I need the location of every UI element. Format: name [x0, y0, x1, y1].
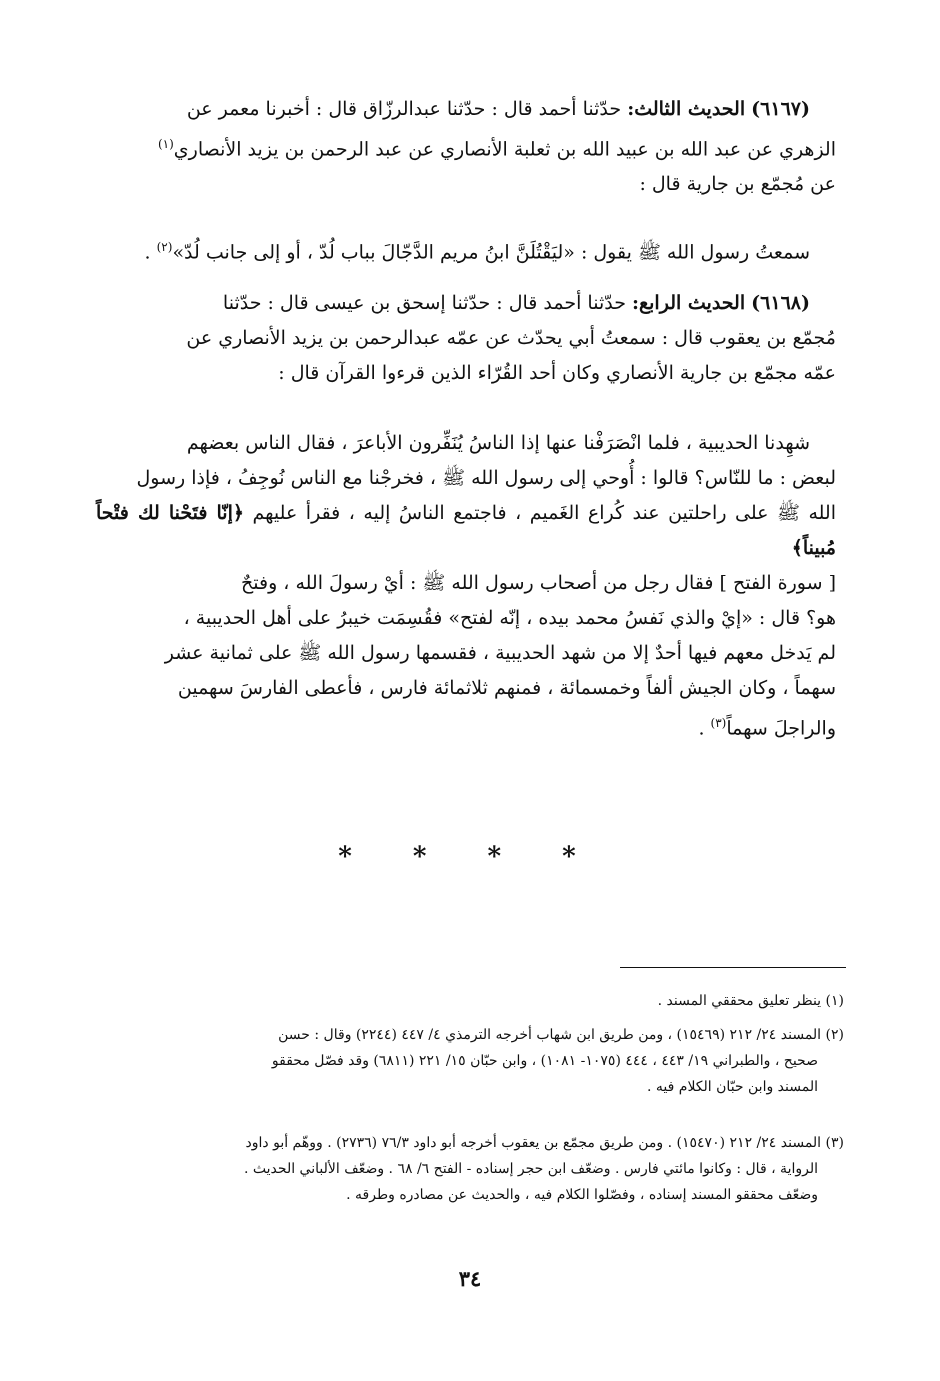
period: . — [144, 241, 151, 264]
matn-line-1 — [96, 426, 836, 461]
section-separator: * * * * — [338, 842, 602, 872]
text-line: حدّثنا أحمد قال : حدّثنا عبدالرزّاق قال : أخبرنا معمر عن — [186, 98, 622, 120]
hadith-4-isnad — [96, 286, 836, 391]
hadith-3-line-2 — [96, 127, 836, 167]
hadith-4-matn — [96, 426, 836, 746]
text-line: سمعتُ رسول الله ﷺ يقول : «ليَقْتُلَنَّ ابنُ مريم الدَّجّالَ بباب لُدّ ، أو إلى جانب لُدّ» — [172, 241, 810, 264]
hadith-title: الحديث الثالث: — [627, 98, 746, 120]
period: . — [698, 717, 705, 740]
matn-line-5 — [96, 601, 836, 636]
footnote-number: (٣) — [825, 1135, 844, 1151]
matn-line-4 — [96, 566, 836, 601]
footnote-number: (٢) — [825, 1027, 844, 1043]
hadith-title: الحديث الرابع: — [632, 292, 746, 314]
text-line: والراجلَ سهماً — [726, 717, 836, 740]
hadith-number: (٦١٦٧) — [751, 98, 810, 120]
footnote-text: المسند ٢٤/ ٢١٢ (١٥٤٧٠) . ومن طريق مجمّع بن يعقوب أخرجه أبو داود ٧٦/٣ (٢٧٣٦) . ووهّم أبو داود — [245, 1135, 822, 1151]
matn-line-7 — [96, 671, 836, 706]
text-line: شهِدنا الحديبية ، فلما انْصَرَفْنا عنها إذا الناسُ يُنَفِّرون الأباعرَ ، فقال الناس بعضهم — [186, 432, 810, 454]
hadith-3-matn — [96, 230, 836, 270]
hadith-4-line-1 — [96, 286, 836, 321]
footnote-number: (١) — [825, 993, 844, 1009]
footnote-text: ينظر تعليق محققي المسند . — [657, 993, 822, 1009]
text-line: سهماً ، وكان الجيش ألفاً وخمسمائة ، فمنهم ثلاثمائة فارس ، فأعطى الفارسَ سهمين — [177, 677, 836, 699]
text-line: هو؟ قال : «إيْ والذي نَفسُ محمد بيده ، إنّه لفتح» فقُسِمَت خيبرُ على أهل الحديبية ، — [183, 607, 836, 629]
hadith-3-isnad — [96, 92, 836, 202]
hadith-3-line-3 — [96, 167, 836, 202]
text-line: الله ﷺ على راحلتين عند كُراع الغَميم ، فاجتمع الناسُ إليه ، فقرأ عليهم — [252, 502, 836, 524]
footnote-rule — [620, 967, 846, 968]
text-line: عن مُجمّع بن جارية قال : — [639, 173, 836, 196]
text-line: لبعض : ما للنّاس؟ قالوا : أُوحي إلى رسول الله ﷺ ، فخرجْنا مع الناس نُوجِفُ ، فإذا رسول — [136, 467, 836, 489]
footnote-1 — [96, 988, 844, 1014]
footnote-line — [96, 988, 844, 1014]
footnote-line — [96, 1048, 844, 1074]
footnote-line — [96, 1130, 844, 1156]
footnote-text: وضعّف محققو المسند إسناده ، وفصّلوا الكلام فيه ، والحديث عن مصادره وطرقه . — [346, 1187, 818, 1203]
hadith-3-quote — [96, 230, 836, 270]
matn-line-2 — [96, 461, 836, 496]
footnote-ref: (٢) — [156, 240, 173, 254]
matn-line-8 — [96, 706, 836, 746]
hadith-3-line-1 — [96, 92, 836, 127]
footnote-text: صحيح ، والطبراني ١٩/ ٤٤٣ ، ٤٤٤ (١٠٧٥- ١٠٨١) ، وابن حبّان ١٥/ ٢٢١ (٦٨١١) وقد فصّل محققو — [271, 1053, 818, 1069]
hadith-4-line-3 — [96, 356, 836, 391]
page-number: ٣٤ — [458, 1266, 482, 1291]
footnote-ref: (٣) — [710, 716, 727, 730]
text-line: حدّثنا أحمد قال : حدّثنا إسحق بن عيسى قال : حدّثنا — [222, 292, 626, 314]
matn-line-6 — [96, 636, 836, 671]
footnote-line — [96, 1022, 844, 1048]
text-line: الزهري عن عبد الله بن عبيد الله بن ثعلبة الأنصاري عن عبد الرحمن بن يزيد الأنصاري — [173, 138, 836, 161]
text-line: مُجمّع بن يعقوب قال : سمعتُ أبي يحدّث عن عمّه عبدالرحمن بن يزيد الأنصاري عن — [186, 327, 836, 349]
matn-line-3 — [96, 496, 836, 566]
text-line: [ سورة الفتح ] فقال رجل من أصحاب رسول الله ﷺ : أيْ رسولَ الله ، وفتحٌ — [240, 572, 836, 594]
footnote-line — [96, 1156, 844, 1182]
quran-verse: ﴿إنّا فتَحْنا لك فتْحاً مُبيناً﴾ — [96, 502, 836, 559]
footnote-text: المسند ٢٤/ ٢١٢ (١٥٤٦٩) ، ومن طريق ابن شهاب أخرجه الترمذي ٤/ ٤٤٧ (٢٢٤٤) وقال : حسن — [278, 1027, 822, 1043]
hadith-4-line-2 — [96, 321, 836, 356]
text-line: لم يَدخل معهم فيها أحدٌ إلا من شهد الحديبية ، فقسمها رسول الله ﷺ على ثمانية عشر — [164, 642, 836, 664]
footnote-3 — [96, 1130, 844, 1208]
footnote-text: الرواية ، قال : وكانوا مائتي فارس . وضعّف ابن حجر إسناده - الفتح ٦/ ٦٨ . وضعّف الألباني الحديث . — [244, 1161, 818, 1177]
footnote-2 — [96, 1022, 844, 1100]
footnote-line — [96, 1074, 844, 1100]
footnote-line — [96, 1182, 844, 1208]
footnote-ref: (١) — [157, 137, 174, 151]
footnote-text: المسند وابن حبّان الكلام فيه . — [647, 1079, 818, 1095]
text-line: عمّه مجمّع بن جارية الأنصاري وكان أحد القُرّاء الذين قرءوا القرآن قال : — [278, 362, 836, 384]
hadith-number: (٦١٦٨) — [751, 292, 810, 314]
